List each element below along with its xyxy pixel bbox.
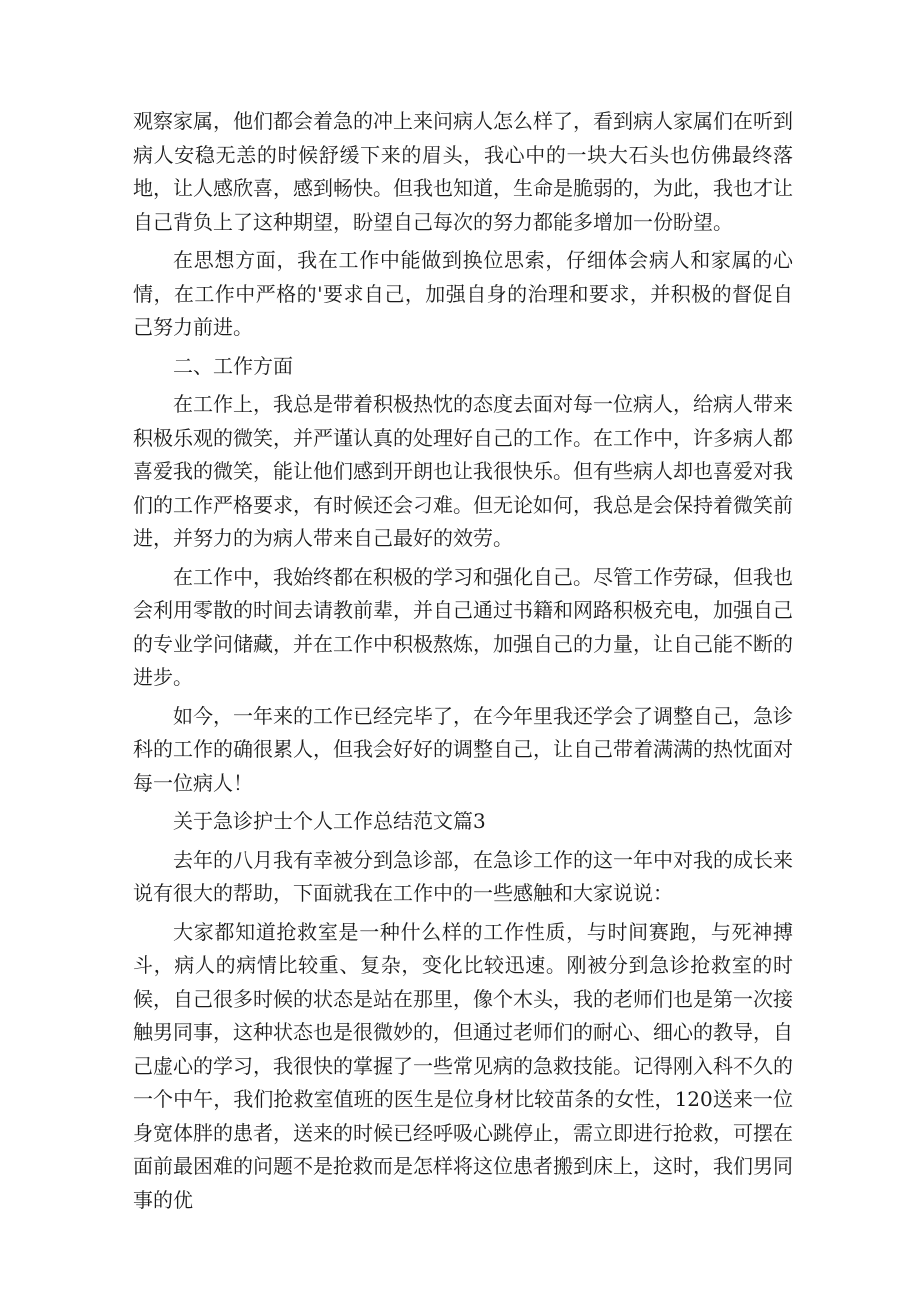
- paragraph-thinking: 在思想方面，我在工作中能做到换位思索，仔细体会病人和家属的心情，在工作中严格的'要求自己，加强自身的治理和要求，并积极的督促自己努力前进。: [133, 248, 793, 339]
- paragraph-intro-part3: 去年的八月我有幸被分到急诊部，在急诊工作的这一年中对我的成长来说有很大的帮助，下面就我在工作中的一些感触和大家说说：: [133, 847, 793, 905]
- paragraph-family-observation: 观察家属，他们都会着急的冲上来问病人怎么样了，看到病人家属们在听到病人安稳无恙的时候舒缓下来的眉头，我心中的一块大石头也仿佛最终落地，让人感欣喜，感到畅快。但我也知道，生命是脆弱的，为此，我也才让自己背负上了这种期望，盼望自己每次的努力都能多增加一份盼望。: [133, 109, 793, 234]
- article-title-part3: 关于急诊护士个人工作总结范文篇3: [173, 809, 486, 833]
- paragraph-work-attitude: 在工作上，我总是带着积极热忱的态度去面对每一位病人，给病人带来积极乐观的微笑，并严谨认真的处理好自己的工作。在工作中，许多病人都喜爱我的微笑，能让他们感到开朗也让我很快乐。但有些病人却也喜爱对我们的工作严格要求，有时候还会刁难。但无论如何，我总是会保持着微笑前进，并努力的为病人带来自己最好的效劳。: [133, 392, 793, 550]
- section-heading-work: 二、工作方面: [173, 353, 293, 378]
- paragraph-learning: 在工作中，我始终都在积极的学习和强化自己。尽管工作劳碌，但我也会利用零散的时间去请教前辈，并自己通过书籍和网路积极充电，加强自己的专业学问储藏，并在工作中积极熬炼，加强自己的力量，让自己能不断的进步。: [133, 564, 793, 689]
- document-body: [133, 105, 793, 1222]
- paragraph-rescue-room: 大家都知道抢救室是一种什么样的工作性质，与时间赛跑，与死神搏斗，病人的病情比较重、复杂，变化比较迅速。刚被分到急诊抢救室的时候，自己很多时候的状态是站在那里，像个木头，我的老师们也是第一次接触男同事，这种状态也是很微妙的，但通过老师们的耐心、细心的教导，自己虚心的学习，我很快的掌握了一些常见病的急救技能。记得刚入科不久的一个中午，我们抢救室值班的医生是位身材比较苗条的女性，120送来一位身宽体胖的患者，送来的时候已经呼吸心跳停止，需立即进行抢救，可摆在面前最困难的问题不是抢救而是怎样将这位患者搬到床上，这时，我们男同事的优: [133, 919, 793, 1212]
- paragraph-conclusion: 如今，一年来的工作已经完毕了，在今年里我还学会了调整自己，急诊科的工作的确很累人，但我会好好的调整自己，让自己带着满满的热忱面对每一位病人！: [133, 703, 793, 795]
